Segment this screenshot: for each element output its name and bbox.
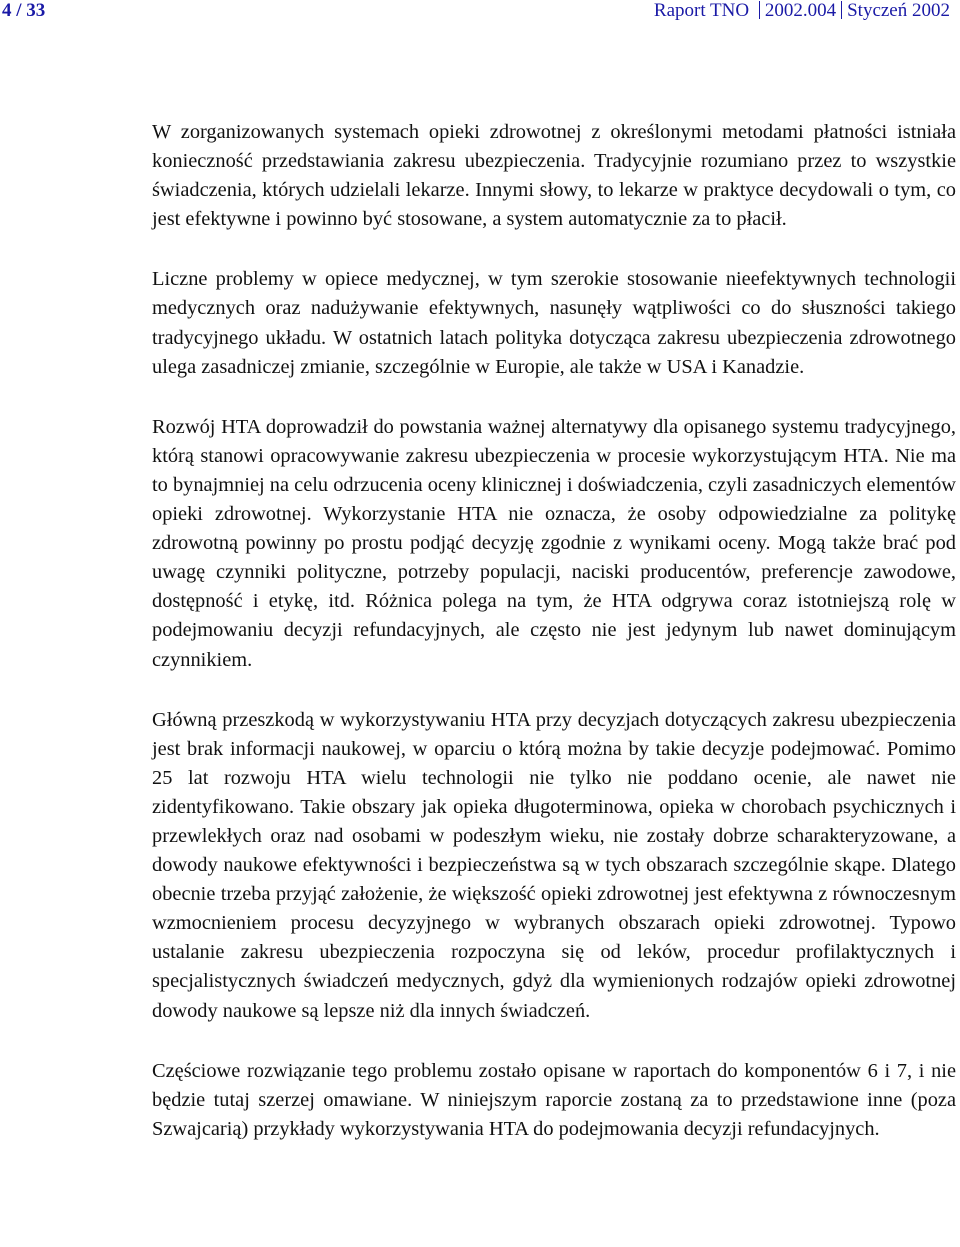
paragraph: Częściowe rozwiązanie tego problemu zostało opisane w raportach do komponentów 6 i 7, i nie będzie tutaj szerzej omawiane. W niniejszym raporcie zostaną za to przedstawione inne (poza Szwajcarią) przykłady wykorzystywania HTA do podejmowania decyzji refundacyjnych. — [152, 1059, 956, 1140]
page-number: 4 / 33 — [2, 0, 46, 21]
report-date: Styczeń 2002 — [847, 0, 950, 21]
header-separator — [841, 1, 842, 19]
paragraph: Główną przeszkodą w wykorzystywaniu HTA przy decyzjach dotyczących zakresu ubezpieczenia jest brak informacji naukowej, w oparciu o którą można by takie decyzje podejmować. Pomimo 25 lat rozwoju HTA wielu technologii nie tylko nie poddano ocenie, ale nawet nie zidentyfikowano. Takie obszary jak opieka długoterminowa, opieka w chorobach psychicznych i przewlekłych oraz nad osobami w podeszłym wieku, nie zostały dobrze scharakteryzowane, a dowody naukowe efektywności i bezpieczeństwa są w tych obszarach szczególnie skąpe. Dlatego obecnie trzeba przyjąć założenie, że większość opieki zdrowotnej jest efektywna z równoczesnym wzmocnieniem procesu decyzyjnego w wybranych obszarach opieki zdrowotnej. Typowo ustalanie zakresu ubezpieczenia rozpoczyna się od leków, procedur profilaktycznych i specjalistycznych świadczeń medycznych, gdyż dla wymienionych rodzajów opieki zdrowotnej dowody naukowe są lepsze niż dla innych świadczeń. — [152, 708, 956, 1022]
report-name: Raport TNO — [653, 0, 750, 21]
report-reference — [654, 0, 950, 22]
paragraph: Rozwój HTA doprowadził do powstania ważnej alternatywy dla opisanego systemu tradycyjnego, którą stanowi opracowywanie zakresu ubezpieczenia w procesie wykorzystującym HTA. Nie ma to bynajmniej na celu odrzucenia oceny klinicznej i doświadczenia, czyli zasadniczych elementów opieki zdrowotnej. Wykorzystanie HTA nie oznacza, że osoby odpowiedzialne za politykę zdrowotną powinny po prostu podjąć decyzję zgodnie z wynikami oceny. Mogą także brać pod uwagę czynniki polityczne, potrzeby populacji, naciski producentów, preferencje zawodowe, dostępność i etykę, itd. Różnica polega na tym, że HTA odgrywa coraz istotniejszą rolę w podejmowaniu decyzji refundacyjnych, ale często nie jest jedynym lub nawet dominującym czynnikiem. — [152, 415, 956, 671]
report-code: 2002.004 — [764, 0, 837, 21]
paragraph: W zorganizowanych systemach opieki zdrowotnej z określonymi metodami płatności istniała konieczność przedstawiania zakresu ubezpieczenia. Tradycyjnie rozumiano przez to wszystkie świadczenia, których udzielali lekarze. Innymi słowy, to lekarze w praktyce decydowali o tym, co jest efektywne i powinno być stosowane, a system automatycznie za to płacił. — [152, 121, 956, 231]
paragraph: Liczne problemy w opiece medycznej, w tym szerokie stosowanie nieefektywnych technologii medycznych oraz nadużywanie efektywnych, nasunęły wątpliwości co do słuszności takiego tradycyjnego układu. W ostatnich latach polityka dotycząca zakresu ubezpieczenia zdrowotnego ulega zasadniczej zmianie, szczególnie w Europie, ale także w USA i Kanadzie. — [152, 268, 956, 378]
document-body — [152, 118, 956, 1144]
header-separator — [759, 1, 760, 19]
page-header — [0, 0, 960, 26]
